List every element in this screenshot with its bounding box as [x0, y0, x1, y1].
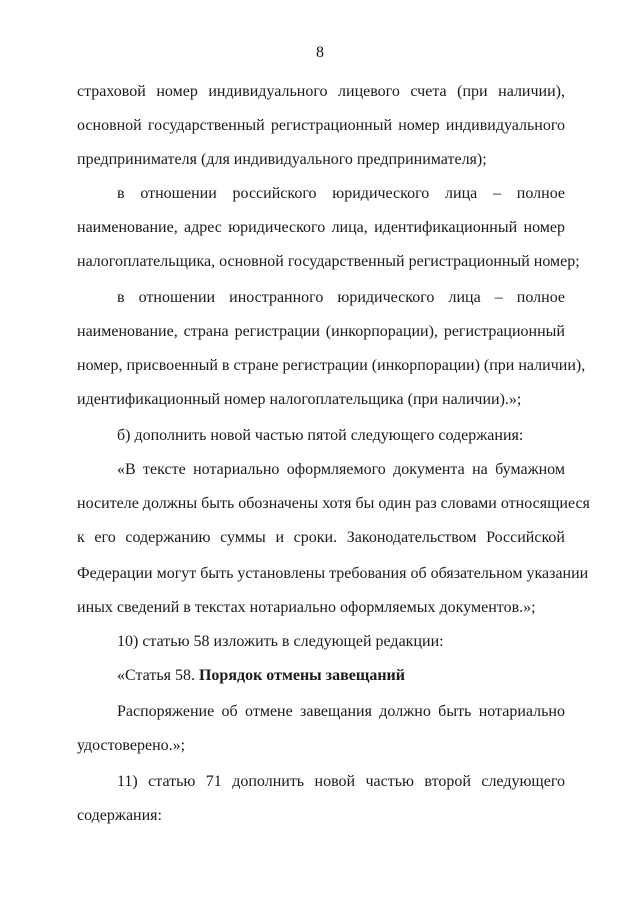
text-line: страховой номер индивидуального лицевого счета (при наличии), [77, 83, 565, 100]
text-line: номер, присвоенный в стране регистрации (инкорпорации) (при наличии), [77, 357, 586, 374]
article-prefix: «Статья 58. [117, 667, 199, 684]
text-line: носителе должны быть обозначены хотя бы один раз словами относящиеся [77, 495, 590, 512]
text-line: «В тексте нотариально оформляемого документа на бумажном [117, 461, 565, 478]
text-line: б) дополнить новой частью пятой следующего содержания: [117, 427, 524, 444]
text-line: предпринимателя (для индивидуального предпринимателя); [77, 151, 487, 168]
text-line: содержания: [77, 807, 162, 824]
text-line: наименование, адрес юридического лица, идентификационный номер [77, 219, 565, 236]
text-line: в отношении иностранного юридического лица – полное [117, 289, 565, 306]
text-line: основной государственный регистрационный номер индивидуального [77, 117, 565, 134]
text-line: налогоплательщика, основной государственный регистрационный номер; [77, 253, 580, 270]
text-line: к его содержанию суммы и сроки. Законодательством Российской [77, 529, 565, 546]
article-title: Порядок отмены завещаний [198, 667, 405, 684]
text-line: 11) статью 71 дополнить новой частью второй следующего [117, 773, 565, 790]
text-line: иных сведений в текстах нотариально оформляемых документов.»; [77, 599, 536, 616]
text-line: в отношении российского юридического лица – полное [117, 185, 565, 202]
text-line: Распоряжение об отмене завещания должно быть нотариально [117, 703, 565, 720]
text-line: 10) статью 58 изложить в следующей редакции: [117, 633, 444, 650]
text-line: наименование, страна регистрации (инкорпорации), регистрационный [77, 323, 565, 340]
article-heading [117, 668, 565, 684]
text-line: идентификационный номер налогоплательщика (при наличии).»; [77, 391, 522, 408]
text-line: удостоверено.»; [77, 737, 186, 754]
page-number: 8 [316, 44, 324, 61]
text-line: Федерации могут быть установлены требования об обязательном указании [77, 565, 589, 582]
